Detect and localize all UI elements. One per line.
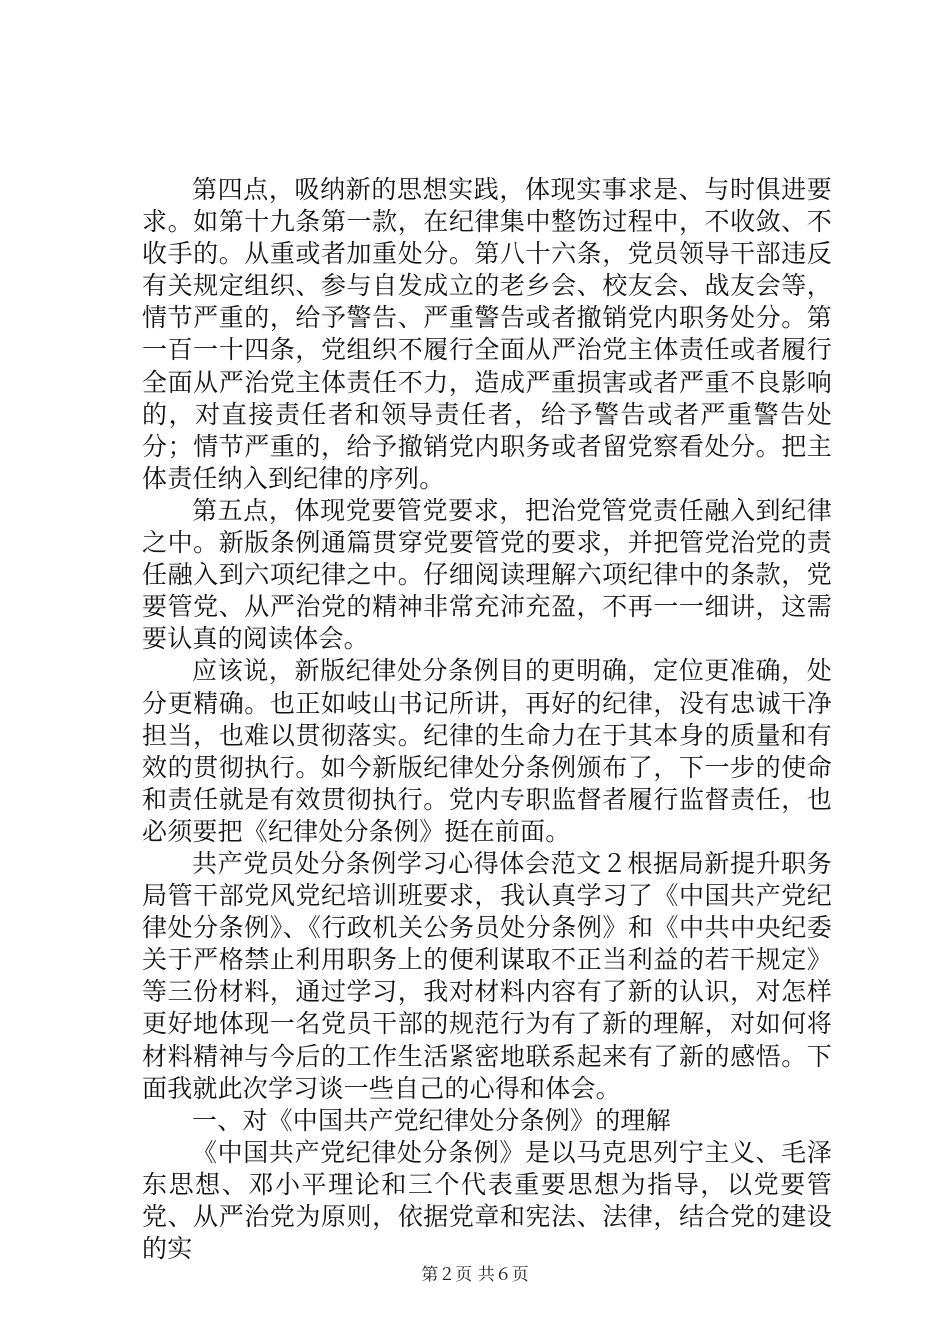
- page-footer: 第２页 共６页: [421, 1265, 529, 1285]
- paragraph-point-five: 第五点，体现党要管党要求，把治党管党责任融入到纪律之中。新版条例通篇贯穿党要管党的要求，并把管党治党的责任融入到六项纪律之中。仔细阅读理解六项纪律中的条款，党要管党、从严治党的精神非常充沛充盈，不再一一细讲，这需要认真的阅读体会。: [142, 495, 832, 654]
- document-body: [142, 174, 832, 1265]
- paragraph-section-one-body: 《中国共产党纪律处分条例》是以马克思列宁主义、毛泽东思想、邓小平理论和三个代表重要思想为指导，以党要管党、从严治党为原则，依据党章和宪法、法律，结合党的建设的实: [142, 1137, 832, 1264]
- paragraph-point-four: 第四点，吸纳新的思想实践，体现实事求是、与时俱进要求。如第十九条第一款，在纪律集中整饬过程中，不收敛、不收手的。从重或者加重处分。第八十六条，党员领导干部违反有关规定组织、参与自发成立的老乡会、校友会、战友会等，情节严重的，给予警告、严重警告或者撤销党内职务处分。第一百一十四条，党组织不履行全面从严治党主体责任或者履行全面从严治党主体责任不力，造成严重损害或者严重不良影响的，对直接责任者和领导责任者，给予警告或者严重警告处分；情节严重的，给予撤销党内职务或者留党察看处分。把主体责任纳入到纪律的序列。: [142, 175, 832, 493]
- paragraph-sample-two-intro: 共产党员处分条例学习心得体会范文２根据局新提升职务局管干部党风党纪培训班要求，我认真学习了《中国共产党纪律处分条例》、《行政机关公务员处分条例》和《中共中央纪委关于严格禁止利用职务上的便利谋取不正当利益的若干规定》等三份材料，通过学习，我对材料内容有了新的认识，对怎样更好地体现一名党员干部的规范行为有了新的理解，对如何将材料精神与今后的工作生活紧密地联系起来有了新的感悟。下面我就此次学习谈一些自己的心得和体会。: [142, 848, 832, 1103]
- paragraph-conclusion: 应该说，新版纪律处分条例目的更明确，定位更准确，处分更精确。也正如岐山书记所讲，再好的纪律，没有忠诚干净担当，也难以贯彻落实。纪律的生命力在于其本身的质量和有效的贯彻执行。如今新版纪律处分条例颁布了，下一步的使命和责任就是有效贯彻执行。党内专职监督者履行监督责任，也必须要把《纪律处分条例》挺在前面。: [142, 656, 832, 846]
- section-heading: 一、对《中国共产党纪律处分条例》的理解: [192, 1105, 671, 1135]
